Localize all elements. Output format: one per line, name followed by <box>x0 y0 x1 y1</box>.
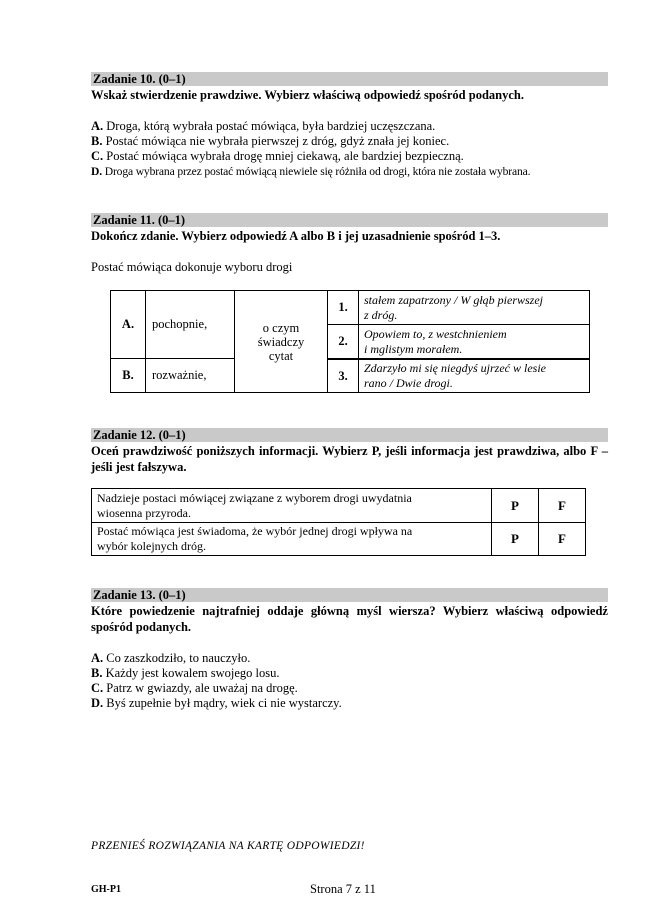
task-12-header: Zadanie 12. (0–1) <box>91 428 608 442</box>
justification-1-quote <box>359 291 590 325</box>
middle-line: o czym <box>262 320 300 335</box>
option-text: Patrz w gwiazdy, ale uważaj na drogę. <box>103 681 298 695</box>
quote-line: i mglistym morałem. <box>364 341 463 356</box>
task-12-instruction: Oceń prawdziwość poniższych informacji. Wybierz P, jeśli informacja jest prawdziwa, albo F – jeśli jest fałszywa. <box>91 444 608 474</box>
option-b-text: rozważnie, <box>146 359 235 393</box>
transfer-answers-note: PRZENIEŚ ROZWIĄZANIA NA KARTĘ ODPOWIEDZI! <box>91 840 365 852</box>
middle-connector <box>235 291 328 393</box>
true-option[interactable]: P <box>492 489 539 523</box>
false-option[interactable]: F <box>539 489 586 523</box>
task-13-option-b <box>91 666 621 681</box>
statement-2 <box>92 523 492 556</box>
task-11-header: Zadanie 11. (0–1) <box>91 213 608 227</box>
option-letter: B. <box>91 666 103 680</box>
option-text: Byś zupełnie był mądry, wiek ci nie wystarczy. <box>103 696 342 710</box>
table-row <box>92 523 586 556</box>
option-letter: D. <box>91 696 104 710</box>
justification-2-quote <box>359 325 590 359</box>
task-11-instruction: Dokończ zdanie. Wybierz odpowiedź A albo B i jej uzasadnienie spośród 1–3. <box>91 229 501 243</box>
option-letter: A. <box>91 651 104 665</box>
task-10-option-b <box>91 134 621 149</box>
task-10-option-a <box>91 119 621 134</box>
task-12-table <box>91 488 586 556</box>
option-text: Postać mówiąca nie wybrała pierwszej z dróg, gdyż znała jej koniec. <box>102 134 450 148</box>
task-13-option-d <box>91 696 621 711</box>
task-13-header: Zadanie 13. (0–1) <box>91 588 608 602</box>
justification-2-number: 2. <box>328 325 359 359</box>
task-13-instruction: Które powiedzenie najtrafniej oddaje główną myśl wiersza? Wybierz właściwą odpowiedź spośród podanych. <box>91 604 608 634</box>
justification-3-quote <box>359 360 590 393</box>
table-row <box>92 489 586 523</box>
option-letter: C. <box>91 149 104 163</box>
middle-line: cytat <box>268 348 294 363</box>
option-text: Droga wybrana przez postać mówiącą niewiele się różniła od drogi, która nie została wybrana. <box>101 165 531 178</box>
option-letter: A. <box>91 119 104 133</box>
statement-line: wiosenna przyroda. <box>97 505 191 520</box>
justification-3-number: 3. <box>328 360 359 393</box>
statement-1 <box>92 489 492 523</box>
option-text: Co zaszkodziło, to nauczyło. <box>103 651 251 665</box>
option-letter: C. <box>91 681 104 695</box>
statement-line: Postać mówiąca jest świadoma, że wybór jednej drogi wpływa na <box>97 524 413 538</box>
option-letter: B. <box>91 134 103 148</box>
page-number: Strona 7 z 11 <box>310 882 376 896</box>
task-10-option-d <box>91 164 621 179</box>
task-13-option-c <box>91 681 621 696</box>
option-text: Postać mówiąca wybrała drogę mniej ciekawą, ale bardziej bezpieczną. <box>103 149 464 163</box>
task-10-option-c <box>91 149 621 164</box>
false-option[interactable]: F <box>539 523 586 556</box>
middle-line: świadczy <box>257 334 305 349</box>
statement-line: Nadzieje postaci mówiącej związane z wyborem drogi uwydatnia <box>97 490 412 505</box>
statement-line: wybór kolejnych dróg. <box>97 539 206 553</box>
quote-line: rano / Dwie drogi. <box>364 376 453 390</box>
option-a-label: A. <box>111 291 146 359</box>
task-10-instruction: Wskaż stwierdzenie prawdziwe. Wybierz właściwą odpowiedź spośród podanych. <box>91 88 524 102</box>
task-13-option-a <box>91 651 621 666</box>
quote-line: Opowiem to, z westchnieniem <box>364 326 507 341</box>
option-a-text: pochopnie, <box>146 291 235 359</box>
task-11-table <box>110 290 590 393</box>
task-10-header: Zadanie 10. (0–1) <box>91 72 608 86</box>
true-option[interactable]: P <box>492 523 539 556</box>
justification-1-number: 1. <box>328 291 359 325</box>
option-b-label: B. <box>111 359 146 393</box>
quote-line: stałem zapatrzony / W głąb pierwszej <box>364 292 543 307</box>
exam-code: GH-P1 <box>91 884 121 895</box>
option-text: Droga, którą wybrała postać mówiąca, była bardziej uczęszczana. <box>103 119 436 133</box>
option-text: Każdy jest kowalem swojego losu. <box>102 666 280 680</box>
option-letter: D. <box>91 165 102 178</box>
quote-line: z dróg. <box>364 307 398 322</box>
quote-line: Zdarzyło mi się niegdyś ujrzeć w lesie <box>364 361 546 375</box>
task-11-lead: Postać mówiąca dokonuje wyboru drogi <box>91 260 293 274</box>
